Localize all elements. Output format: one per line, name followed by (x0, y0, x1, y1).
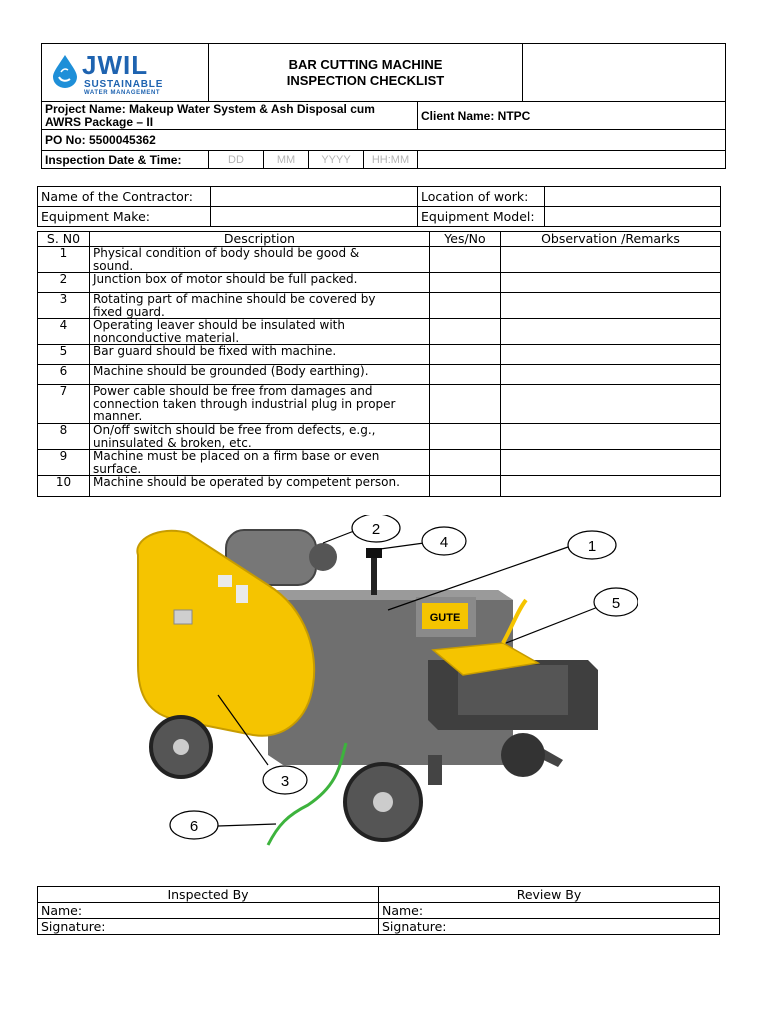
remarks-field[interactable] (501, 247, 721, 273)
location-field[interactable] (545, 187, 721, 207)
header-blank-cell (523, 44, 726, 102)
checklist-row (38, 293, 721, 319)
yes-no-field[interactable] (430, 319, 501, 345)
inspection-date-label: Inspection Date & Time: (42, 151, 209, 169)
time-field[interactable]: HH:MM (364, 151, 418, 169)
equipment-make-field[interactable] (211, 207, 418, 227)
date-month-field[interactable]: MM (264, 151, 309, 169)
date-blank-cell[interactable] (418, 151, 726, 169)
row-number: 6 (38, 365, 90, 385)
bar-cutting-machine-illustration (118, 515, 638, 855)
client-name: Client Name: NTPC (418, 102, 726, 130)
yes-no-field[interactable] (430, 385, 501, 424)
date-year-field[interactable]: YYYY (309, 151, 364, 169)
po-number: PO No: 5500045362 (42, 130, 726, 151)
remarks-field[interactable] (501, 345, 721, 365)
inspected-by-header: Inspected By (38, 887, 379, 903)
contractor-name-label: Name of the Contractor: (38, 187, 211, 207)
description-line: fixed guard. (93, 304, 165, 319)
description-line: sound. (93, 258, 134, 273)
yes-no-field[interactable] (430, 365, 501, 385)
callout-5 (506, 588, 638, 643)
row-number: 10 (38, 476, 90, 497)
svg-text:1: 1 (587, 538, 597, 555)
checklist-row (38, 450, 721, 476)
svg-text:5: 5 (611, 595, 621, 612)
checklist-row (38, 476, 721, 497)
callout-6 (170, 811, 276, 839)
reviewer-name-label: Name: (382, 903, 424, 918)
logo-cell (42, 44, 209, 102)
description-line: uninsulated & broken, etc. (93, 435, 252, 450)
operating-lever (371, 555, 377, 595)
reviewer-signature-label: Signature: (382, 919, 447, 934)
inspector-signature-field[interactable] (38, 919, 379, 935)
description-line: Power cable should be free from damages and (93, 384, 373, 398)
description-line: nonconductive material. (93, 330, 240, 345)
remarks-field[interactable] (501, 450, 721, 476)
review-by-header: Review By (379, 887, 720, 903)
row-number: 5 (38, 345, 90, 365)
remarks-field[interactable] (501, 273, 721, 293)
yes-no-field[interactable] (430, 424, 501, 450)
plate-text: GUTE (429, 612, 461, 624)
yes-no-field[interactable] (430, 476, 501, 497)
date-day-field[interactable]: DD (209, 151, 264, 169)
row-description (90, 319, 430, 345)
description-line: Machine must be placed on a firm base or even (93, 449, 380, 463)
checklist-row (38, 345, 721, 365)
location-label: Location of work: (418, 187, 545, 207)
reviewer-name-field[interactable] (379, 903, 720, 919)
col-header-description: Description (90, 232, 430, 247)
row-description (90, 293, 430, 319)
row-description (90, 385, 430, 424)
description-line: manner. (93, 409, 143, 423)
water-drop-icon (52, 54, 78, 88)
row-description (90, 365, 430, 385)
inspector-signature-label: Signature: (41, 919, 106, 934)
row-number: 7 (38, 385, 90, 424)
description-line: Machine should be operated by competent person. (93, 475, 400, 489)
signoff-table (37, 886, 720, 935)
row-description (90, 247, 430, 273)
inspector-name-label: Name: (41, 903, 83, 918)
remarks-field[interactable] (501, 385, 721, 424)
row-number: 3 (38, 293, 90, 319)
description-line: Rotating part of machine should be covered by (93, 292, 376, 306)
yes-no-field[interactable] (430, 345, 501, 365)
logo-tagline: SUSTAINABLE (84, 79, 164, 90)
description-line: connection taken through industrial plug in proper (93, 396, 396, 411)
document-title (209, 44, 523, 102)
remarks-field[interactable] (501, 319, 721, 345)
checklist-row (38, 365, 721, 385)
svg-text:3: 3 (280, 773, 290, 790)
row-number: 4 (38, 319, 90, 345)
equipment-make-label: Equipment Make: (38, 207, 211, 227)
row-number: 1 (38, 247, 90, 273)
row-description (90, 345, 430, 365)
checklist-row (38, 273, 721, 293)
col-header-yes-no: Yes/No (430, 232, 501, 247)
callout-2 (323, 515, 400, 543)
checklist-header-row (38, 232, 721, 247)
svg-text:4: 4 (439, 534, 449, 551)
equipment-model-label: Equipment Model: (418, 207, 545, 227)
checklist-table (37, 231, 721, 497)
checklist-row (38, 424, 721, 450)
yes-no-field[interactable] (430, 450, 501, 476)
remarks-field[interactable] (501, 293, 721, 319)
description-line: Machine should be grounded (Body earthing). (93, 364, 369, 378)
col-header-remarks: Observation /Remarks (501, 232, 721, 247)
row-number: 8 (38, 424, 90, 450)
logo-brand: JWIL (82, 50, 149, 80)
equipment-model-field[interactable] (545, 207, 721, 227)
checklist-row (38, 247, 721, 273)
description-line: Operating leaver should be insulated with (93, 318, 345, 332)
svg-text:2: 2 (371, 521, 381, 538)
title-line-2: INSPECTION CHECKLIST (286, 72, 445, 88)
logo-subtagline: WATER MANAGEMENT (84, 90, 161, 96)
checklist-row (38, 319, 721, 345)
remarks-field[interactable] (501, 424, 721, 450)
yes-no-field[interactable] (430, 247, 501, 273)
description-line: Physical condition of body should be good & (93, 246, 360, 260)
description-line: Bar guard should be fixed with machine. (93, 344, 337, 358)
remarks-field[interactable] (501, 365, 721, 385)
row-description (90, 450, 430, 476)
contractor-name-field[interactable] (211, 187, 418, 207)
reviewer-signature-field[interactable] (379, 919, 720, 935)
row-description (90, 273, 430, 293)
yes-no-field[interactable] (430, 293, 501, 319)
row-description (90, 424, 430, 450)
col-header-sno: S. N0 (38, 232, 90, 247)
project-line-2: AWRS Package – II (45, 114, 154, 129)
remarks-field[interactable] (501, 476, 721, 497)
description-line: surface. (93, 461, 142, 476)
description-line: Junction box of motor should be full packed. (93, 272, 358, 286)
header-table (41, 43, 726, 169)
inspector-name-field[interactable] (38, 903, 379, 919)
row-number: 9 (38, 450, 90, 476)
row-number: 2 (38, 273, 90, 293)
project-name (42, 102, 418, 130)
project-line-1: Project Name: Makeup Water System & Ash Disposal cum (45, 101, 375, 116)
contractor-table (37, 186, 721, 227)
checklist-row (38, 385, 721, 424)
svg-text:6: 6 (189, 818, 199, 835)
title-line-1: BAR CUTTING MACHINE (288, 56, 443, 72)
description-line: On/off switch should be free from defects, e.g., (93, 423, 376, 437)
company-logo (42, 44, 208, 101)
yes-no-field[interactable] (430, 273, 501, 293)
row-description (90, 476, 430, 497)
